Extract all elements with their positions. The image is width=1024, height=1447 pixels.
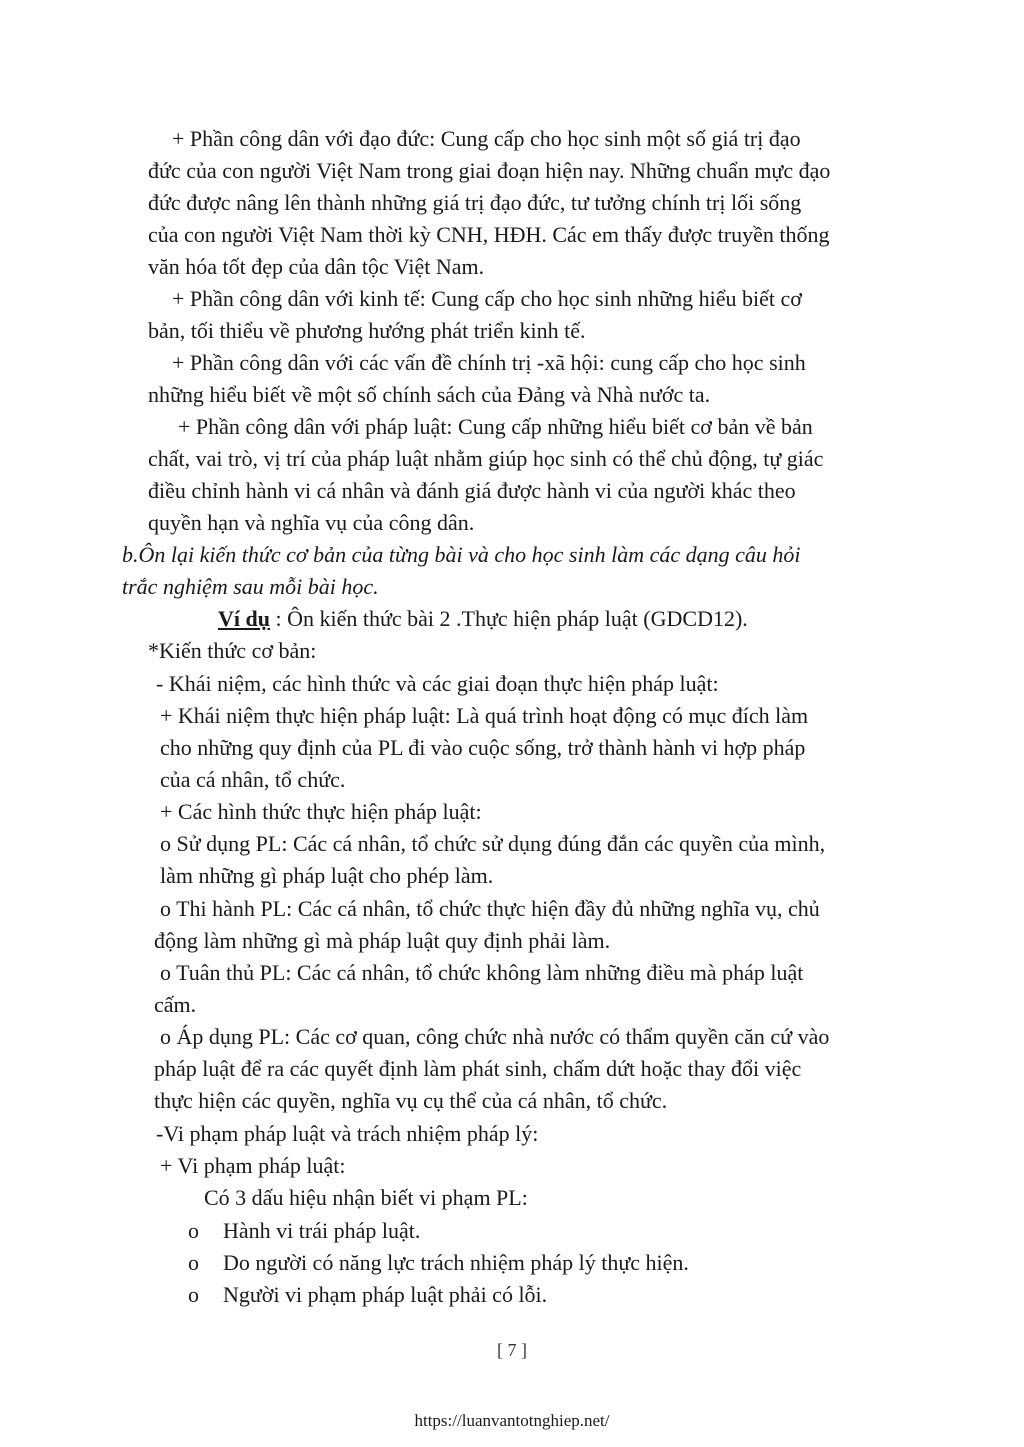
text-line: + Phần công dân với các vấn đề chính trị -xã hội: cung cấp cho học sinh [172,350,806,375]
text-line: đức được nâng lên thành những giá trị đạo đức, tư tưởng chính trị lối sống [148,190,802,215]
text-line: - Khái niệm, các hình thức và các giai đoạn thực hiện pháp luật: [156,671,719,696]
text-line: những hiểu biết về một số chính sách của Đảng và Nhà nước ta. [148,382,711,407]
text-line: động làm những gì mà pháp luật quy định phải làm. [154,928,611,953]
example-label: Ví dụ [218,606,270,631]
text-line: + Phần công dân với pháp luật: Cung cấp những hiểu biết cơ bản về bản [178,414,813,439]
text-line: -Vi phạm pháp luật và trách nhiệm pháp lý: [156,1121,539,1146]
text-line: làm những gì pháp luật cho phép làm. [160,863,494,888]
section-heading: trắc nghiệm sau mỗi bài học. [122,574,379,599]
text-line: o Áp dụng PL: Các cơ quan, công chức nhà nước có thẩm quyền căn cứ vào [160,1024,830,1049]
text-line: chất, vai trò, vị trí của pháp luật nhằm giúp học sinh có thể chủ động, tự giác [148,446,824,471]
text-line: điều chỉnh hành vi cá nhân và đánh giá được hành vi của người khác theo [148,478,796,503]
bullet-item: Hành vi trái pháp luật. [223,1218,421,1243]
text-line: văn hóa tốt đẹp của dân tộc Việt Nam. [148,254,485,279]
section-heading: b.Ôn lại kiến thức cơ bản của từng bài và cho học sinh làm các dạng câu hỏi [122,542,801,567]
text-line: của cá nhân, tổ chức. [160,767,346,792]
text-line: + Phần công dân với kinh tế: Cung cấp cho học sinh những hiểu biết cơ [172,286,802,311]
bullet-marker: o [188,1218,199,1243]
bullet-marker: o [188,1282,199,1307]
text-line: Có 3 dấu hiệu nhận biết vi phạm PL: [204,1185,528,1210]
example-text: : Ôn kiến thức bài 2 .Thực hiện pháp luật (GDCD12). [269,606,748,631]
text-line: o Thi hành PL: Các cá nhân, tổ chức thực hiện đầy đủ những nghĩa vụ, chủ [160,896,820,921]
text-line: + Khái niệm thực hiện pháp luật: Là quá trình hoạt động có mục đích làm [160,703,809,728]
text-line: + Các hình thức thực hiện pháp luật: [160,799,482,824]
text-line: + Phần công dân với đạo đức: Cung cấp cho học sinh một số giá trị đạo [172,126,801,151]
text-line: đức của con người Việt Nam trong giai đoạn hiện nay. Những chuẩn mực đạo [148,158,831,183]
bullet-item: Do người có năng lực trách nhiệm pháp lý thực hiện. [223,1250,689,1275]
text-line: bản, tối thiểu về phương hướng phát triển kinh tế. [148,318,586,343]
page-number: [ 7 ] [497,1340,527,1360]
text-line: thực hiện các quyền, nghĩa vụ cụ thể của cá nhân, tổ chức. [154,1088,668,1113]
text-line: pháp luật để ra các quyết định làm phát sinh, chấm dứt hoặc thay đổi việc [154,1056,802,1081]
text-line: cấm. [154,992,197,1017]
text-line: o Tuân thủ PL: Các cá nhân, tổ chức không làm những điều mà pháp luật [160,960,804,985]
bullet-marker: o [188,1250,199,1275]
example-line [218,605,748,633]
bullet-item: Người vi phạm pháp luật phải có lỗi. [223,1282,548,1307]
text-line: *Kiến thức cơ bản: [148,638,317,663]
text-line: của con người Việt Nam thời kỳ CNH, HĐH. Các em thấy được truyền thống [148,222,830,247]
footer-url[interactable]: https://luanvantotnghiep.net/ [414,1411,610,1430]
text-line: quyền hạn và nghĩa vụ của công dân. [148,510,475,535]
text-line: + Vi phạm pháp luật: [160,1153,346,1178]
text-line: o Sử dụng PL: Các cá nhân, tổ chức sử dụng đúng đắn các quyền của mình, [160,831,826,856]
text-line: cho những quy định của PL đi vào cuộc sống, trở thành hành vi hợp pháp [160,735,806,760]
